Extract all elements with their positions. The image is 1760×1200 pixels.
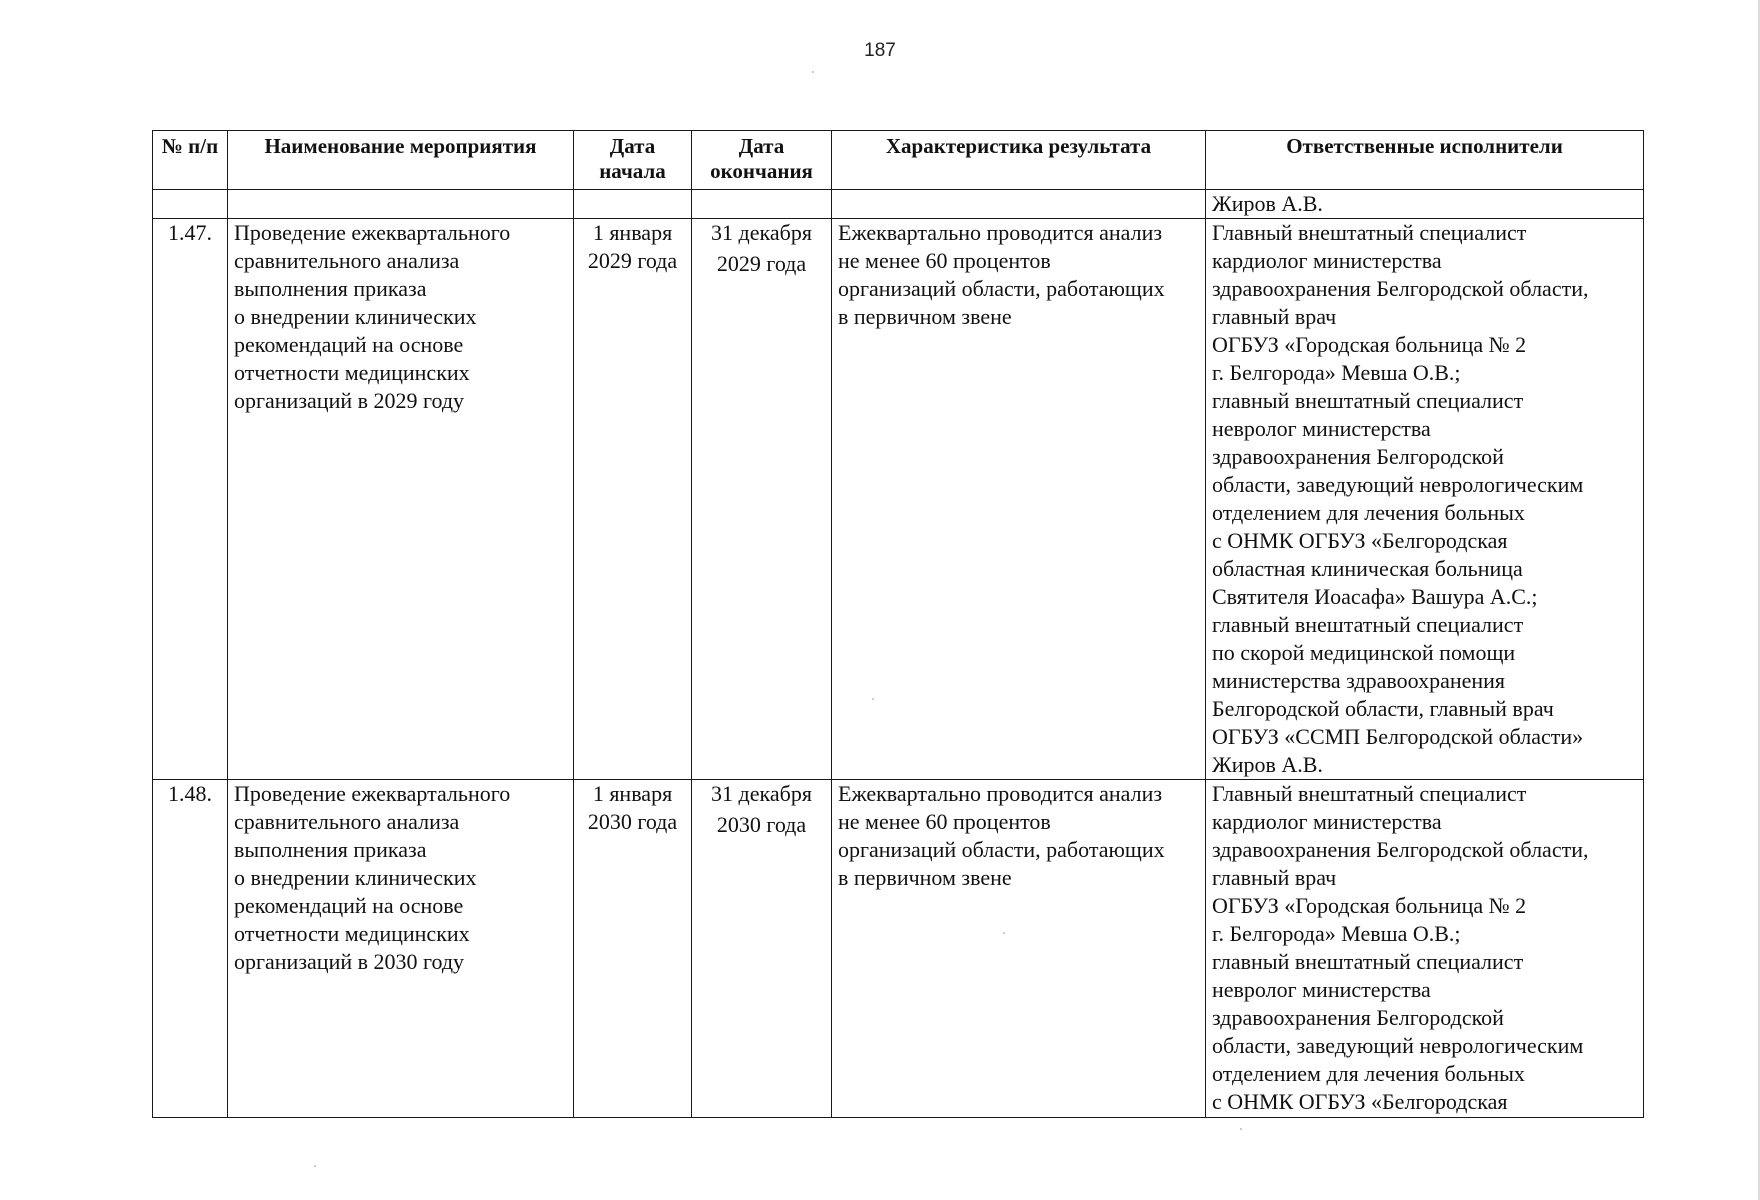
scan-speck (314, 1165, 316, 1167)
start-date-day: 1 января (592, 220, 673, 245)
page-number: 187 (864, 40, 896, 61)
continuation-responsible: Жиров А.В. (1206, 190, 1644, 219)
row-number: 1.47. (153, 219, 228, 780)
measures-table (152, 130, 1644, 1118)
measure-name: Проведение ежеквартального сравнительного анализа выполнения приказа о внедрении клинических рекомендаций на основе отчетности медицинских организаций в 2030 году (228, 780, 574, 1118)
continuation-empty-cell (574, 190, 692, 219)
responsible-executors: Главный внештатный специалист кардиолог министерства здравоохранения Белгородской области, главный врач ОГБУЗ «Городская больница № 2 г. Белгорода» Мевша О.В.; главный внештатный специалист невролог министерства здравоохранения Белгородской области, заведующий неврологическим отделением для лечения больных с ОНМК ОГБУЗ «Белгородская (1206, 780, 1644, 1118)
start-date-day: 1 января (592, 781, 673, 806)
end-date-year: 2030 года (716, 812, 807, 837)
header-start-date: Дата начала (574, 131, 692, 190)
header-responsible: Ответственные исполнители (1206, 131, 1644, 190)
responsible-executors: Главный внештатный специалист кардиолог министерства здравоохранения Белгородской области, главный врач ОГБУЗ «Городская больница № 2 г. Белгорода» Мевша О.В.; главный внештатный специалист невролог министерства здравоохранения Белгородской области, заведующий неврологическим отделением для лечения больных с ОНМК ОГБУЗ «Белгородская областная клиническая больница Святителя Иоасафа» Вашура А.С.; главный внештатный специалист по скорой медицинской помощи министерства здравоохранения Белгородской области, главный врач ОГБУЗ «ССМП Белгородской области» Жиров А.В. (1206, 219, 1644, 780)
measure-name: Проведение ежеквартального сравнительного анализа выполнения приказа о внедрении клинических рекомендаций на основе отчетности медицинских организаций в 2029 году (228, 219, 574, 780)
end-date (692, 219, 832, 780)
start-date-year: 2029 года (587, 248, 678, 273)
table-row (153, 219, 1644, 780)
header-number: № п/п (153, 131, 228, 190)
continuation-empty-cell (228, 190, 574, 219)
start-date-year: 2030 года (587, 809, 678, 834)
end-date-year: 2029 года (716, 251, 807, 276)
row-number: 1.48. (153, 780, 228, 1118)
continuation-row (153, 190, 1644, 219)
header-result: Характеристика результата (832, 131, 1206, 190)
table-row (153, 780, 1644, 1118)
continuation-empty-cell (153, 190, 228, 219)
start-date (574, 219, 692, 780)
end-date (692, 780, 832, 1118)
table-header-row (153, 131, 1644, 190)
continuation-empty-cell (832, 190, 1206, 219)
header-measure-name: Наименование мероприятия (228, 131, 574, 190)
end-date-day: 31 декабря (711, 781, 812, 806)
scan-speck (872, 698, 874, 700)
start-date (574, 780, 692, 1118)
scan-speck (1003, 932, 1005, 934)
header-end-date: Дата окончания (692, 131, 832, 190)
scan-speck (812, 71, 814, 73)
result-description: Ежеквартально проводится анализ не менее 60 процентов организаций области, работающих в первичном звене (832, 780, 1206, 1118)
end-date-day: 31 декабря (711, 220, 812, 245)
scan-speck (1240, 1128, 1242, 1130)
result-description: Ежеквартально проводится анализ не менее 60 процентов организаций области, работающих в первичном звене (832, 219, 1206, 780)
continuation-empty-cell (692, 190, 832, 219)
